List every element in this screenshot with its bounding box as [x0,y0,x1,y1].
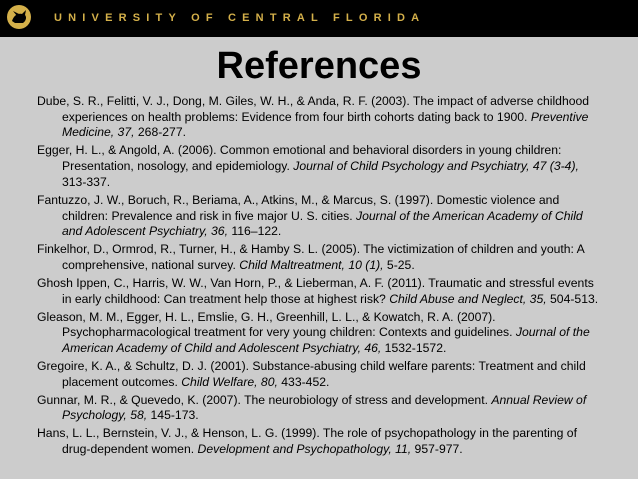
reference-publication: Child Maltreatment, 10 (1), [239,257,384,272]
reference-item [37,426,605,457]
reference-publication: Development and Psychopathology, 11, [197,442,412,457]
reference-publication: Child Abuse and Neglect, 35, [389,291,547,306]
slide-title: References [216,45,422,87]
reference-item [37,310,605,357]
reference-pages: 5-25. [383,257,415,272]
reference-item [37,359,605,390]
reference-item [37,276,605,307]
reference-text: Egger, H. L., & Angold, A. (2006). Common emotional and behavioral disorders in young children: Presentation, nosology, and epidemiology. [37,143,562,174]
reference-item [37,393,605,424]
reference-pages: 433-452. [277,374,330,389]
pegasus-logo-icon [6,4,32,30]
reference-item [37,94,605,141]
reference-pages: 313-337. [62,174,111,189]
reference-item [37,193,605,240]
reference-pages: 145-173. [147,408,199,423]
reference-text: Gleason, M. M., Egger, H. L., Emslie, G. H., Greenhill, L. L., & Kowatch, R. A. (2007). Psychopharmacological treatment for very young children: Contexts and guidelines. [37,309,516,340]
university-name: UNIVERSITY OF CENTRAL FLORIDA [54,12,426,24]
reference-text: Dube, S. R., Felitti, V. J., Dong, M. Giles, W. H., & Anda, R. F. (2003). The impact of adverse childhood experiences on health problems: Evidence from four birth cohorts dating back to 1900. [37,94,590,124]
reference-publication: Child Welfare, 80, [181,374,278,389]
reference-text: Fantuzzo, J. W., Boruch, R., Beriama, A., Atkins, M., & Marcus, S. (1997). Domestic violence and children: Prevalence and risk in five major U. S. cities. [37,192,560,223]
reference-text: Gregoire, K. A., & Schultz, D. J. (2001). Substance-abusing child welfare parents: Treatment and child placement outcomes. [37,359,586,389]
header-bar [0,0,638,37]
reference-publication: Annual Review of Psychology, 58, [62,392,587,423]
reference-text: Finkelhor, D., Ormrod, R., Turner, H., & Hamby S. L. (2005). The victimization of children and youth: A comprehensive, national survey. [37,242,585,272]
reference-pages: 504-513. [546,291,599,306]
reference-pages: 957-977. [411,442,463,457]
reference-publication: Journal of the American Academy of Child and Adolescent Psychiatry, 36, [62,208,583,239]
reference-publication: Journal of Child Psychology and Psychiatry, 47 (3-4), [293,159,579,174]
reference-text: Hans, L. L., Bernstein, V. J., & Henson, L. G. (1999). The role of psychopathology in the parenting of drug-dependent women. [37,426,577,457]
reference-pages: 1532-1572. [381,341,447,356]
reference-pages: 268-277. [134,125,186,140]
reference-item [37,242,605,273]
reference-item [37,143,605,190]
reference-publication: Preventive Medicine, 37, [62,109,589,140]
reference-list [37,94,605,460]
reference-publication: Journal of the American Academy of Child and Adolescent Psychiatry, 46, [62,325,590,356]
reference-text: Gunnar, M. R., & Quevedo, K. (2007). The neurobiology of stress and development. [37,392,492,407]
reference-pages: 116–122. [227,224,282,239]
reference-text: Ghosh Ippen, C., Harris, W. W., Van Horn, P., & Lieberman, A. F. (2011). Traumatic and stressful events in early childhood: Can treatment help those at highest risk? [37,275,594,306]
